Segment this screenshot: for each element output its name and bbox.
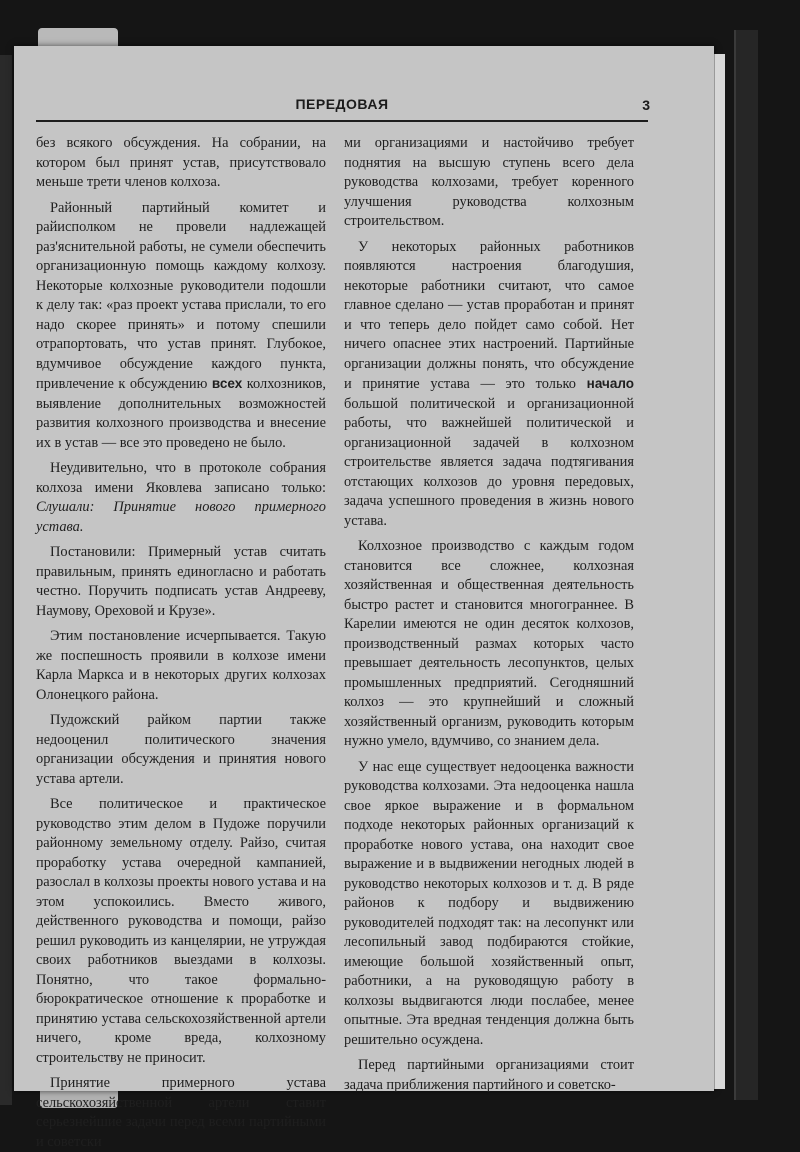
paragraph: Принятие примерного устава сельскохозяйственной артели ставит серьезнейшие задачи перед всеми партийными и советски: [36, 1075, 326, 1150]
paragraph: Этим постановление исчерпывается. Такую же поспешность проявили в колхозе имени Карла Маркса и в некоторых других колхозах Олонецкого района.: [36, 628, 326, 703]
paragraph: У некоторых районных работников появляются настроения благодушия, некоторые работники считают, что самое главное сделано — устав проработан и принят и что теперь дело пойдет само собой. Нет ничего опаснее этих настроений. Партийные организации должны понять, что обсуждение и принятие устава — это только начало большой политической и организационной работы, что важнейшей политической и организационной задачей в колхозном строительстве является задача подтягивания отстающих колхозов до уровня передовых, задача успешного проведения в жизнь нового устава.: [344, 238, 634, 529]
section-title: ПЕРЕДОВАЯ: [295, 96, 389, 112]
paragraph: Районный партийный комитет и райисполком не провели надлежащей раз'яснительной работы, не сумели обеспечить организационную помощь каждому колхозу. Некоторые колхозные руководители подошли к делу так: «раз проект устава прислали, то его надо скорее принять» и потому спешили отрапортовать, что устав принят. Глубокое, вдумчивое обсуждение каждого пункта, привлечение к обсуждению всех колхозников, выявление дополнительных возможностей развития колхозного производства и внесение их в устав — все это проведено не было.: [36, 199, 326, 451]
paragraph: Пудожский райком партии также недооценил политического значения организации обсуждения и принятия нового устава артели.: [36, 712, 326, 787]
emphasis-text: всех: [211, 376, 243, 391]
binding-edge: [0, 55, 12, 1105]
page-number: 3: [642, 97, 650, 113]
quoted-minutes: Слушали: Принятие нового примерного устава.: [36, 499, 326, 535]
emphasis-text: начало: [586, 376, 634, 391]
paragraph: Перед партийными организациями стоит задача приближения партийного и советско-: [344, 1057, 634, 1093]
running-header: [36, 94, 648, 122]
paragraph: Все политическое и практическое руководство этим делом в Пудоже поручили районному земельному отделу. Райзо, считая проработку устава очередной кампанией, разослал в колхозы проекты нового устава и на этом успокоились. Вместо живого, действенного руководства и помощи, райзо решил руководить из канцелярии, не утруждая своих работников выездами в колхозы. Понятно, что такое формально-бюрократическое отношение к проработке и принятию устава сельскохозяйственной артели ничего, кроме вреда, колхозному строительству не приносит.: [36, 796, 326, 1066]
paragraph: Колхозное производство с каждым годом становится все сложнее, колхозная хозяйственная и общественная деятельность быстро растет и становится многограннее. В Карелии имеются не один десяток колхозов, производственный размах которых часто превышает деятельность лесопунктов, целых промышленных предприятий. Сегодняшний колхоз — это крупнейший и сложный хозяйственный организм, руководить которым нужно умело, вдумчиво, со знанием дела.: [344, 538, 634, 749]
document-page: [14, 46, 714, 1150]
paragraph: Постановили: Примерный устав считать правильным, принять единогласно и работать честно. Поручить подписать устав Андрееву, Наумову, Ореховой и Крузе».: [36, 544, 326, 619]
paragraph: Неудивительно, что в протоколе собрания колхоза имени Яковлева записано только: Слушали: Принятие нового примерного устава.: [36, 460, 326, 535]
page-stack-edge: [714, 54, 725, 1089]
paragraph: ми организациями и настойчиво требует поднятия на высшую ступень всего дела руководства колхозами, требует коренного улучшения руководства колхозным строительством.: [344, 135, 634, 229]
paragraph: У нас еще существует недооценка важности руководства колхозами. Эта недооценка нашла свое яркое выражение и в формальном подходе некоторых районных организаций к проработке нового устава, она находит свое выражение и в выдвижении негодных людей в руководство некоторых колхозов и т. д. В ряде районов к подбору и выдвижению руководителей подходят так: на лесопункт или лесопильный завод подбираются стойкие, имеющие большой хозяйственный опыт, работники, а на руководящую работу в колхозы выдвигаются люди послабее, менее опытные. Эта вредная тенденция должна быть решительно осуждена.: [344, 758, 634, 1048]
text-column-left: [36, 134, 326, 1152]
book-cover-edge: [734, 30, 758, 1100]
paragraph: без всякого обсуждения. На собрании, на котором был принят устав, присутствовало меньше трети членов колхоза.: [36, 135, 326, 190]
text-column-right: [344, 134, 634, 1095]
